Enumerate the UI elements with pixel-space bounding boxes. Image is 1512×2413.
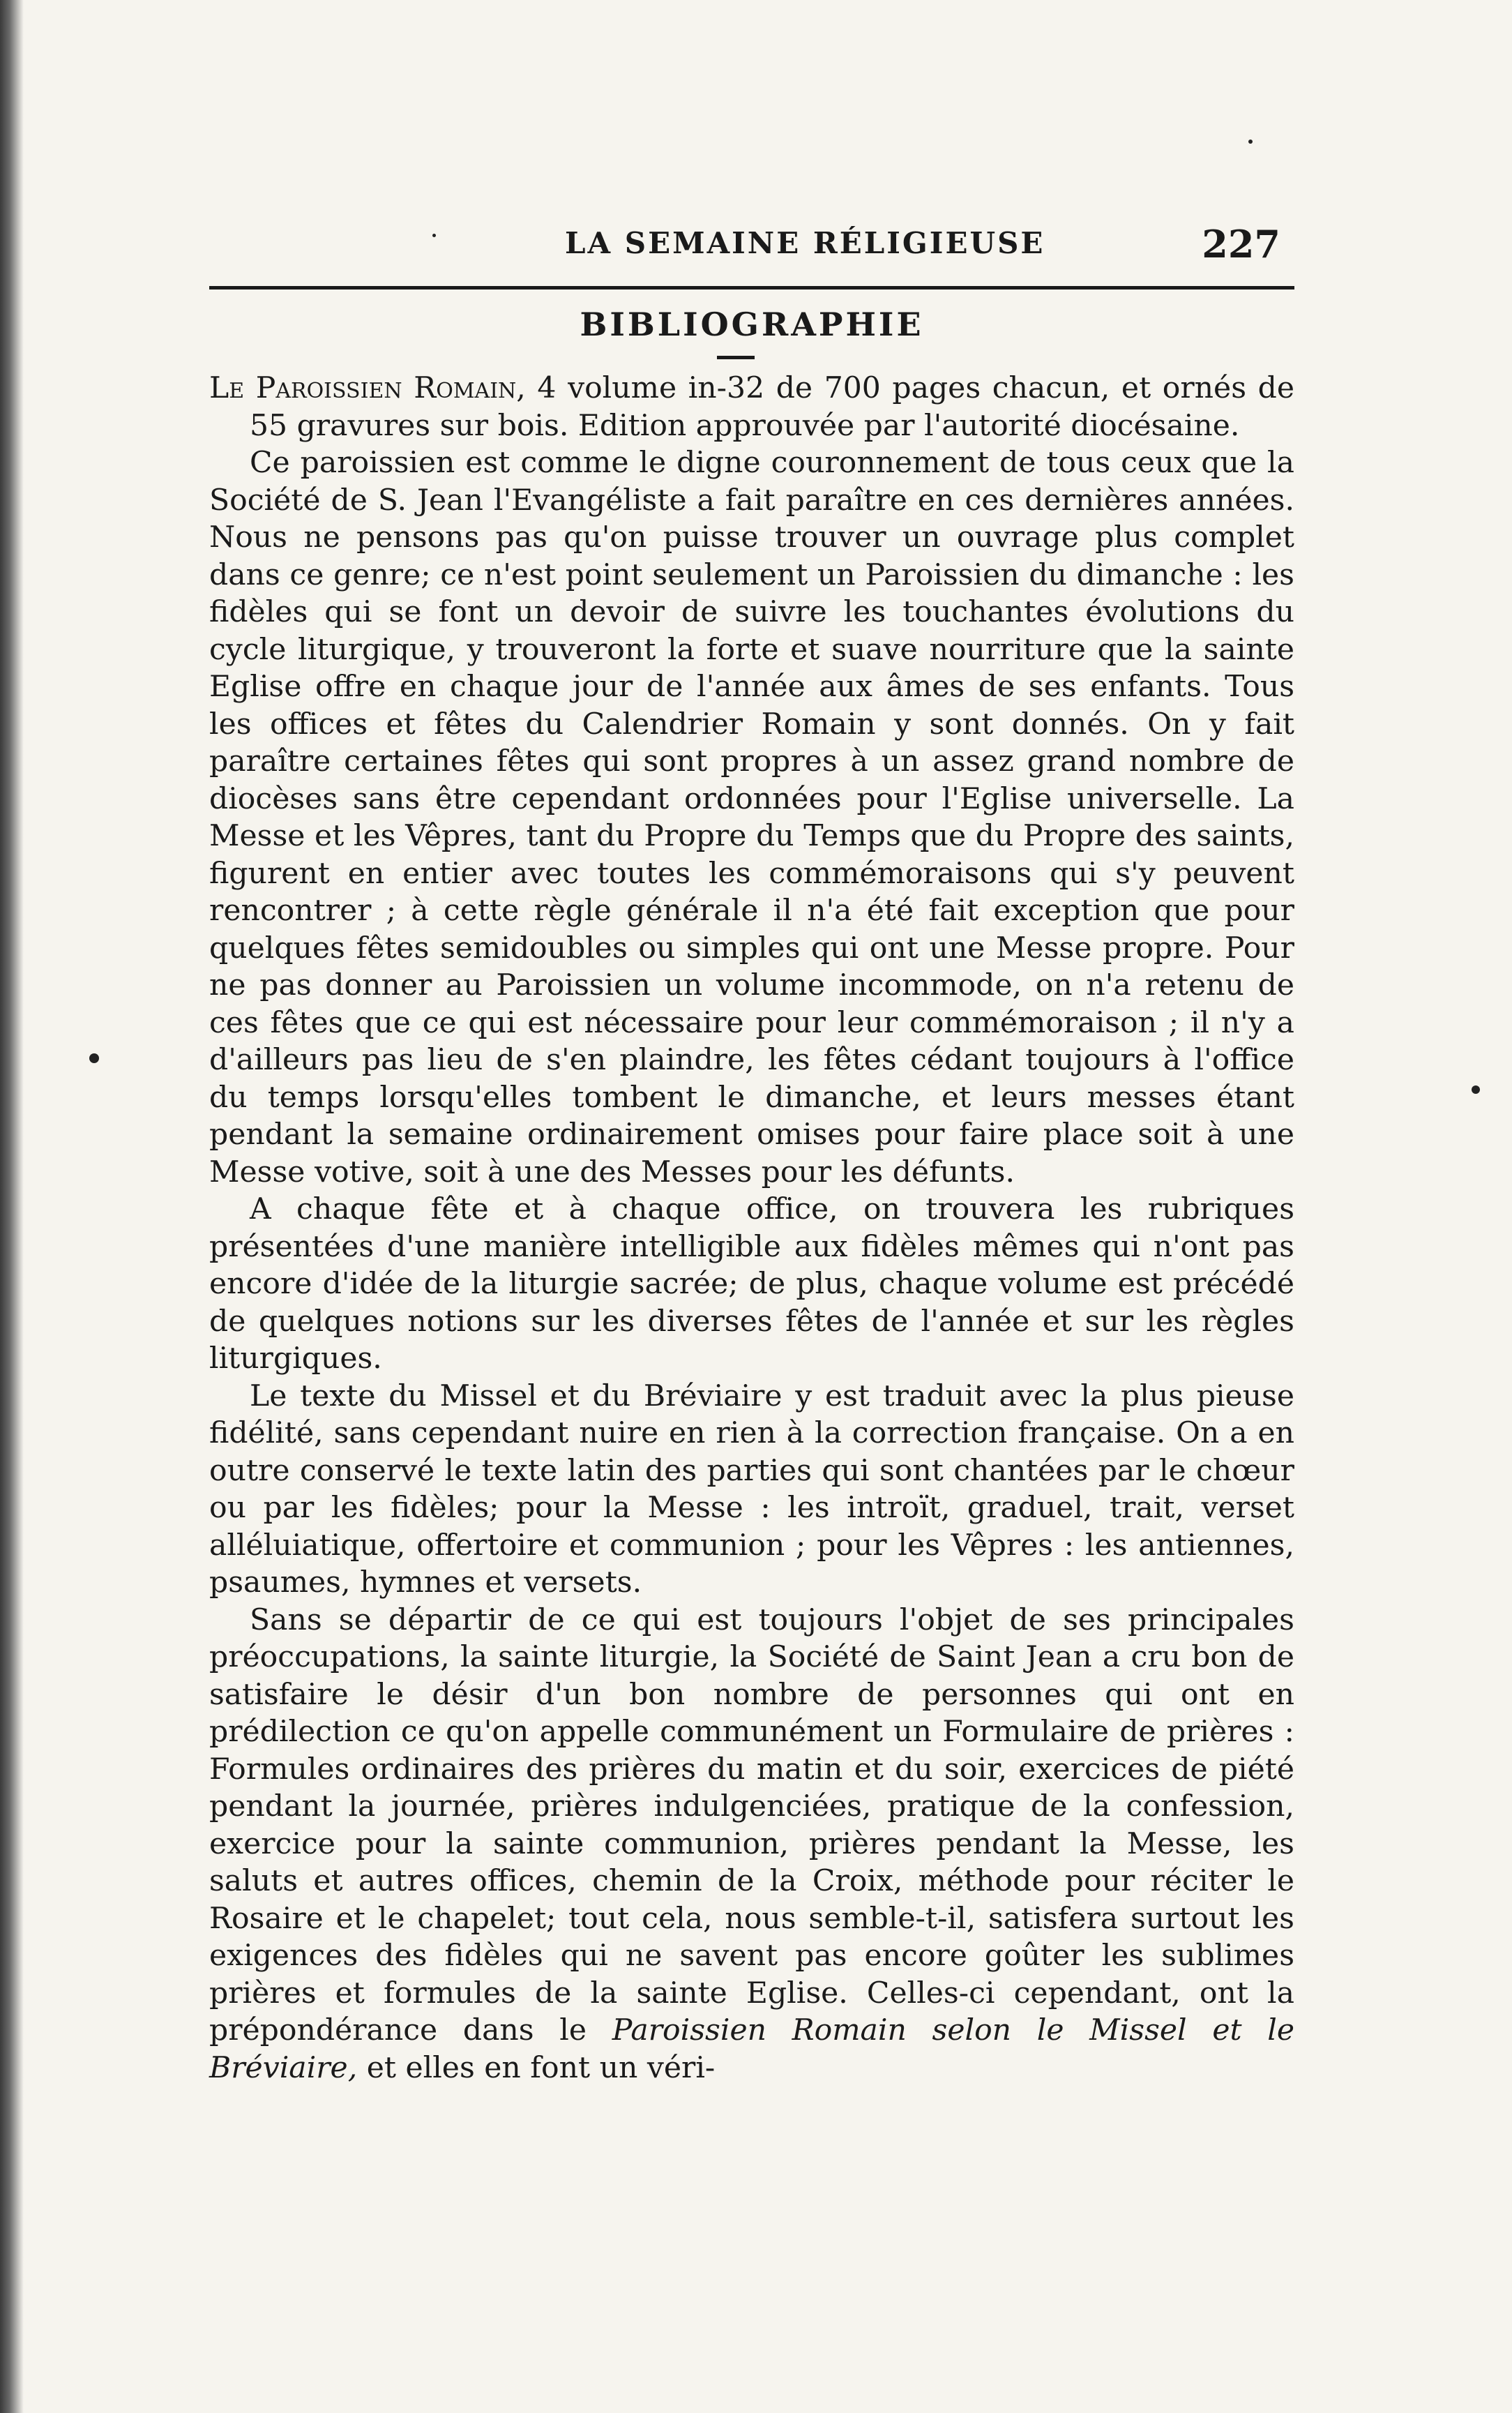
header-rule xyxy=(209,286,1294,290)
page-header xyxy=(209,222,1294,278)
paragraph-4 xyxy=(209,1602,1294,2087)
paragraph-4-tail: et elles en font un véri- xyxy=(357,2050,716,2085)
article-body xyxy=(209,370,1294,2087)
ink-speck xyxy=(1248,140,1253,144)
paragraph-2: A chaque fête et à chaque office, on trouvera les rubriques présentées d'une manière intelligible aux fidèles mêmes qui n'ont pas encore d'idée de la liturgie sacrée; de plus, chaque volume est précédé de quelques notions sur les diverses fêtes de l'année et sur les règles liturgiques. xyxy=(209,1192,1294,1376)
paragraph-4-italic: Paroissien Romain selon le Missel et le Bréviaire, xyxy=(209,2013,1294,2085)
section-title-block xyxy=(209,306,1294,343)
paragraph-3: Le texte du Missel et du Bréviaire y est traduit avec la plus pieuse fidélité, sans cependant nuire en rien à la correction française. On a en outre conservé le texte latin des parties qui sont chantées par le chœur ou par les fidèles; pour la Messe : les introït, graduel, trait, verset alléluiatique, offertoire et communion ; pour les Vêpres : les antiennes, psaumes, hymnes et versets. xyxy=(209,1378,1294,1600)
running-title: LA SEMAINE RÉLIGIEUSE xyxy=(565,226,1045,260)
paragraph-1: Ce paroissien est comme le digne couronnement de tous ceux que la Société de S. Jean l'Evangéliste a fait paraître en ces dernières années. Nous ne pensons pas qu'on puisse trouver un ouvrage plus complet dans ce genre; ce n'est point seulement un Paroissien du dimanche : les fidèles qui se font un devoir de suivre les touchantes évolutions du cycle liturgique, y trouveront la forte et suave nourriture que la sainte Eglise offre en chaque jour de l'année aux âmes de ses enfants. Tous les offices et fêtes du Calendrier Romain y sont donnés. On y fait paraître certaines fêtes qui sont propres à un assez grand nombre de diocèses sans être cependant ordonnées pour l'Eglise universelle. La Messe et les Vêpres, tant du Propre du Temps que du Propre des saints, figurent en entier avec toutes les commémoraisons qui s'y peuvent rencontrer ; à cette règle générale il n'a été fait exception que pour quelques fêtes semidoubles ou simples qui ont une Messe propre. Pour ne pas donner au Paroissien un volume incommode, on n'a retenu de ces fêtes que ce qui est nécessaire pour leur commémoraison ; il n'y a d'ailleurs pas lieu de s'en plaindre, les fêtes cédant toujours à l'office du temps lorsqu'elles tombent le dimanche, et leurs messes étant pendant la semaine ordinairement omises pour faire place soit à une Messe votive, soit à une des Messes pour les défunts. xyxy=(209,446,1294,1189)
page-number: 227 xyxy=(1202,222,1280,266)
title-dash xyxy=(717,356,755,359)
binding-shadow xyxy=(0,0,24,2413)
bibliographic-entry xyxy=(209,370,1294,444)
ink-speck xyxy=(89,1053,99,1063)
book-details: 4 volume in-32 de 700 pages chacun, et ornés de 55 gravures sur bois. Edition approuvée par l'autorité diocésaine. xyxy=(250,371,1294,443)
ink-speck xyxy=(1472,1085,1480,1094)
section-title: BIBLIOGRAPHIE xyxy=(580,306,924,343)
paragraph-4-text: Sans se départir de ce qui est toujours l'objet de ses principales préoccupations, la sainte liturgie, la Société de Saint Jean a cru bon de satisfaire le désir d'un bon nombre de personnes qui ont en prédilection ce qu'on appelle communément un Formulaire de prières : Formules ordinaires des prières du matin et du soir, exercices de piété pendant la journée, prières indulgenciées, pratique de la confession, exercice pour la sainte communion, prières pendant la Messe, les saluts et autres offices, chemin de la Croix, méthode pour réciter le Rosaire et le chapelet; tout cela, nous semble-t-il, satisfera surtout les exigences des fidèles qui ne savent pas encore goûter les sublimes prières et formules de la sainte Eglise. Celles-ci cependant, ont la prépondérance dans le xyxy=(209,1602,1294,2047)
book-title: Le Paroissien Romain, xyxy=(209,371,526,405)
ink-speck xyxy=(432,234,436,237)
